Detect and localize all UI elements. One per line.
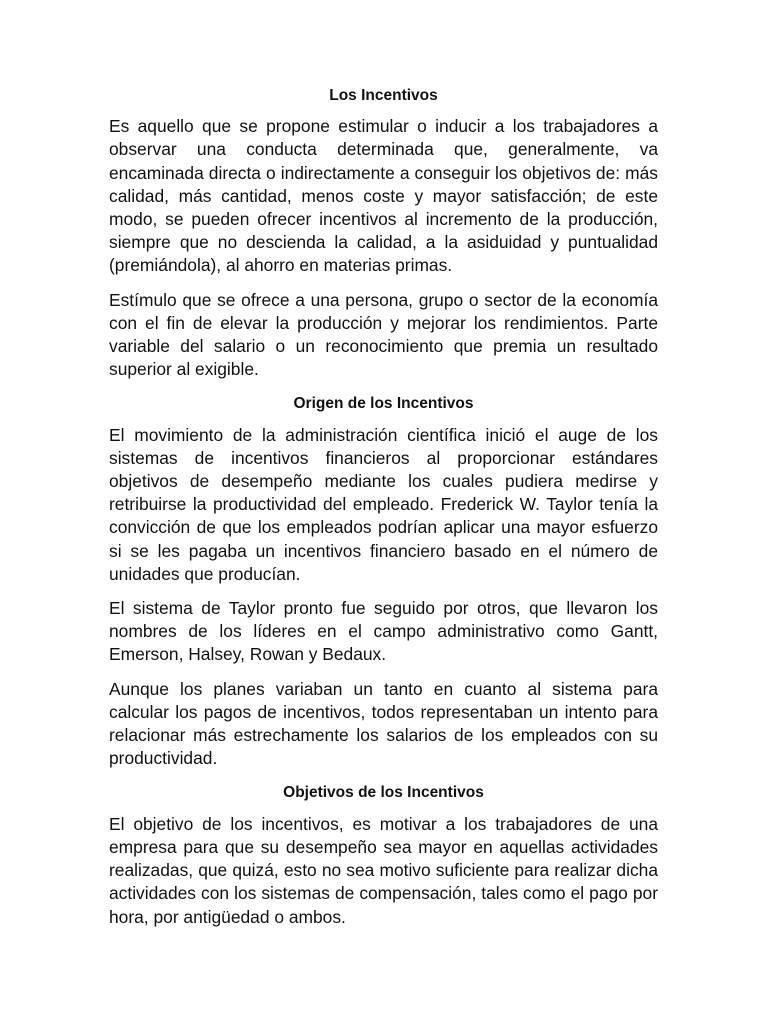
section-heading-los-incentivos: Los Incentivos (329, 87, 438, 104)
document-page (109, 84, 658, 929)
paragraph-estimulo: Estímulo que se ofrece a una persona, grupo o sector de la economía con el fin de elevar la producción y mejorar los rendimientos. Parte variable del salario o un reconocimiento que premia un resultado superior al exigible. (109, 289, 658, 380)
section-heading-origen: Origen de los Incentivos (293, 395, 474, 413)
section-heading-objetivos: Objetivos de los Incentivos (283, 784, 484, 802)
paragraph-administracion-cientifica: El movimiento de la administración científica inició el auge de los sistemas de incentivos financieros al proporcionar estándares objetivos de desempeño mediante los cuales pudiera medirse y retribuirse la productividad del empleado. Frederick W. Taylor tenía la convicción de que los empleados podrían aplicar una mayor esfuerzo si se les pagaba un incentivos financiero basado en el número de unidades que producían. (109, 424, 658, 584)
paragraph-sistema-taylor: El sistema de Taylor pronto fue seguido por otros, que llevaron los nombres de los líderes en el campo administrativo como Gantt, Emerson, Halsey, Rowan y Bedaux. (109, 598, 658, 665)
paragraph-definicion: Es aquello que se propone estimular o inducir a los trabajadores a observar una conducta determinada que, generalmente, va encaminada directa o indirectamente a conseguir los objetivos de: más calidad, más cantidad, menos coste y mayor satisfacción; de este modo, se pueden ofrecer incentivos al incremento de la producción, siempre que no descienda la calidad, a la asiduidad y puntualidad (premiándola), al ahorro en materias primas. (109, 116, 658, 276)
paragraph-objetivo: El objetivo de los incentivos, es motivar a los trabajadores de una empresa para que su desempeño sea mayor en aquellas actividades realizadas, que quizá, esto no sea motivo suficiente para realizar dicha actividades con los sistemas de compensación, tales como el pago por hora, por antigüedad o ambos. (109, 813, 658, 927)
paragraph-planes: Aunque los planes variaban un tanto en cuanto al sistema para calcular los pagos de incentivos, todos representaban un intento para relacionar más estrechamente los salarios de los empleados con su productividad. (109, 678, 658, 769)
